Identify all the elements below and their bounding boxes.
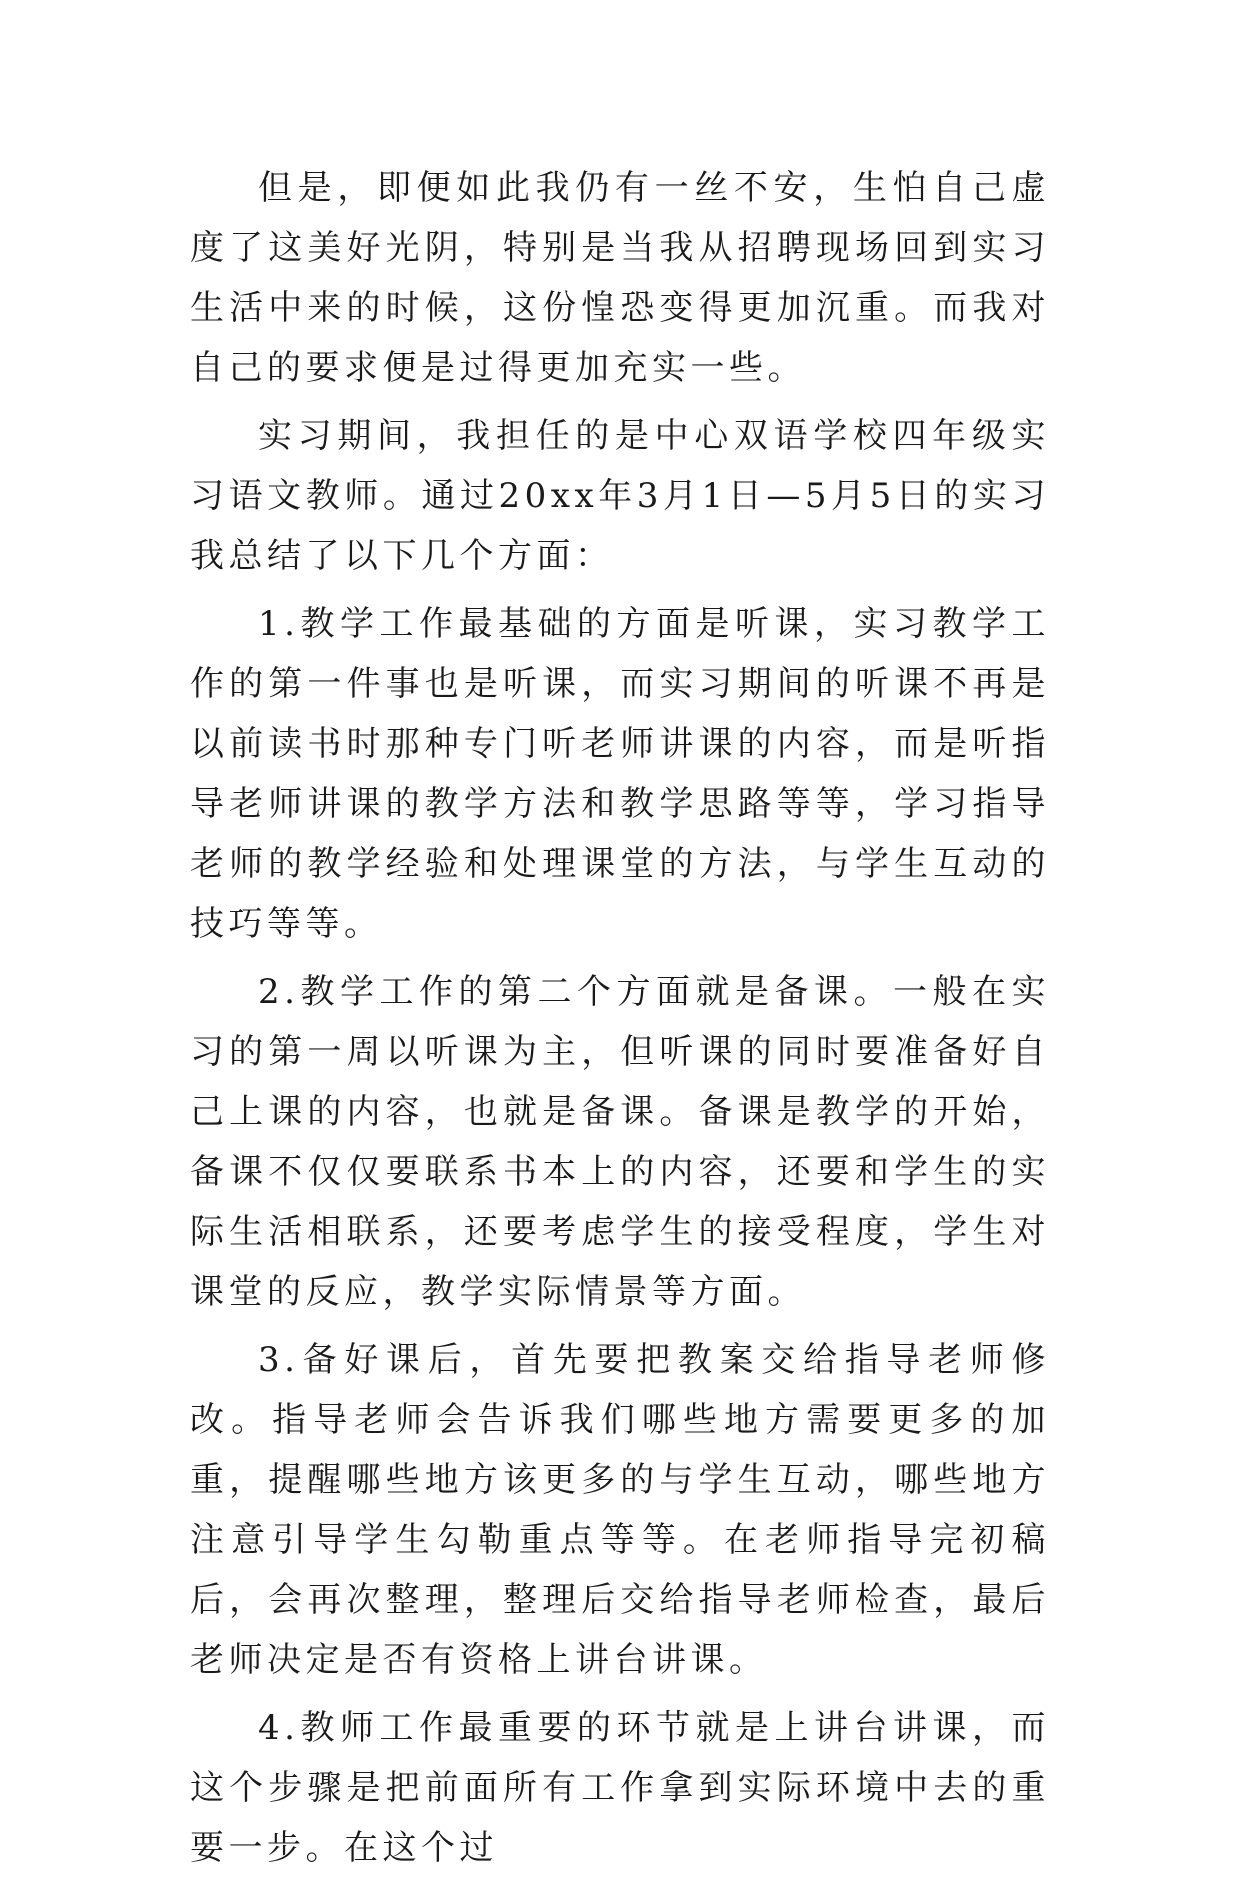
paragraph: 1.教学工作最基础的方面是听课，实习教学工作的第一件事也是听课，而实习期间的听课不再是以前读书时那种专门听老师讲课的内容，而是听指导老师讲课的教学方法和教学思路等等，学习指导老师的教学经验和处理课堂的方法，与学生互动的技巧等等。 xyxy=(190,604,1050,944)
paragraph: 实习期间，我担任的是中心双语学校四年级实习语文教师。通过20xx年3月1日—5月5日的实习我总结了以下几个方面： xyxy=(190,416,1050,576)
paragraph: 但是，即便如此我仍有一丝不安，生怕自己虚度了这美好光阴，特别是当我从招聘现场回到实习生活中来的时候，这份惶恐变得更加沉重。而我对自己的要求便是过得更加充实一些。 xyxy=(190,168,1050,388)
paragraph: 3.备好课后，首先要把教案交给指导老师修改。指导老师会告诉我们哪些地方需要更多的加重，提醒哪些地方该更多的与学生互动，哪些地方注意引导学生勾勒重点等等。在老师指导完初稿后，会再次整理，整理后交给指导老师检查，最后老师决定是否有资格上讲台讲课。 xyxy=(190,1340,1050,1680)
paragraph: 2.教学工作的第二个方面就是备课。一般在实习的第一周以听课为主，但听课的同时要准备好自己上课的内容，也就是备课。备课是教学的开始，备课不仅仅要联系书本上的内容，还要和学生的实际生活相联系，还要考虑学生的接受程度，学生对课堂的反应，教学实际情景等方面。 xyxy=(190,972,1050,1312)
document-body xyxy=(190,158,1050,1878)
paragraph: 4.教师工作最重要的环节就是上讲台讲课，而这个步骤是把前面所有工作拿到实际环境中去的重要一步。在这个过 xyxy=(190,1708,1050,1868)
